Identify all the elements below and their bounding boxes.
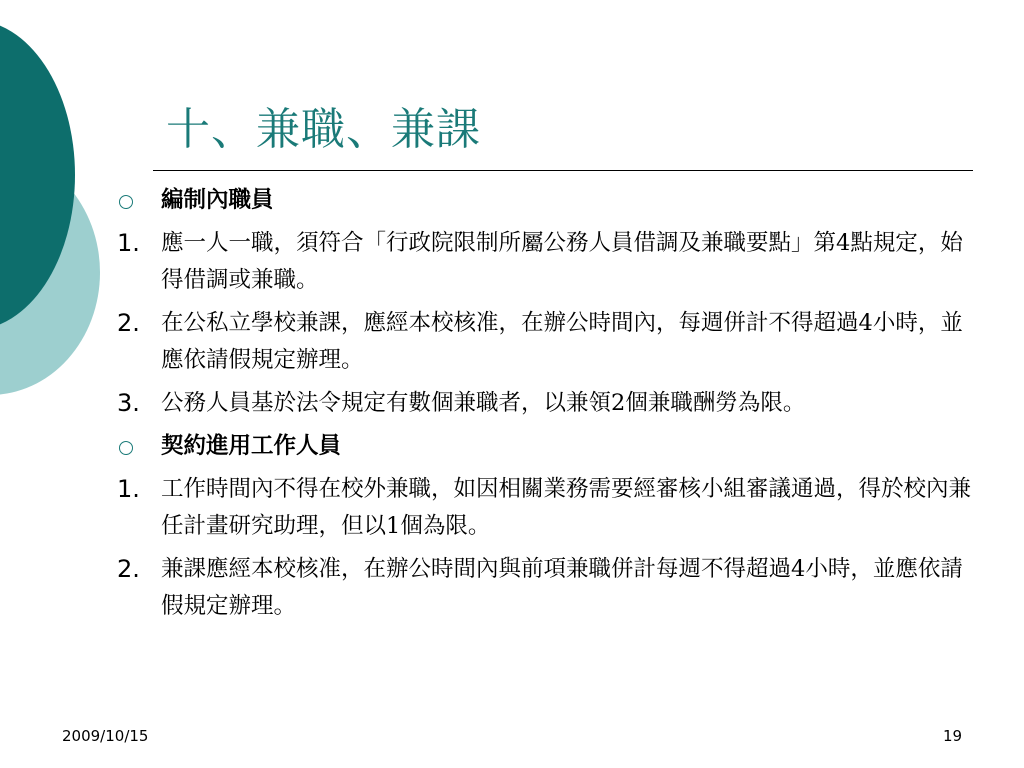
item-text: 應一人一職，須符合「行政院限制所屬公務人員借調及兼職要點」第4點規定，始得借調或兼職。: [161, 230, 963, 293]
footer-date: 2009/10/15: [62, 727, 149, 745]
list-item: [117, 385, 977, 422]
section-heading: [117, 182, 977, 219]
section-heading-text: 編制內職員: [161, 187, 274, 213]
item-number: 3.: [117, 389, 140, 417]
slide-title: 十、兼職、兼課: [166, 104, 481, 155]
section-heading: [117, 428, 977, 465]
list-item: [117, 305, 977, 379]
title-divider: [153, 170, 973, 171]
item-text: 在公私立學校兼課，應經本校核准，在辦公時間內，每週併計不得超過4小時，並應依請假規定辦理。: [161, 310, 963, 373]
list-item: [117, 471, 977, 545]
item-number: 2.: [117, 555, 140, 583]
list-item: [117, 225, 977, 299]
slide-content: [117, 182, 977, 631]
item-number: 2.: [117, 309, 140, 337]
circle-bullet-icon: [119, 441, 133, 455]
section-heading-text: 契約進用工作人員: [161, 433, 342, 459]
list-item: [117, 551, 977, 625]
item-text: 公務人員基於法令規定有數個兼職者，以兼領2個兼職酬勞為限。: [161, 390, 806, 416]
circle-bullet-icon: [119, 195, 133, 209]
item-text: 工作時間內不得在校外兼職，如因相關業務需要經審核小組審議通過，得於校內兼任計畫研究助理，但以1個為限。: [161, 476, 972, 539]
item-number: 1.: [117, 229, 140, 257]
item-number: 1.: [117, 475, 140, 503]
item-text: 兼課應經本校核准，在辦公時間內與前項兼職併計每週不得超過4小時，並應依請假規定辦理。: [161, 556, 963, 619]
page-number: 19: [943, 727, 963, 745]
